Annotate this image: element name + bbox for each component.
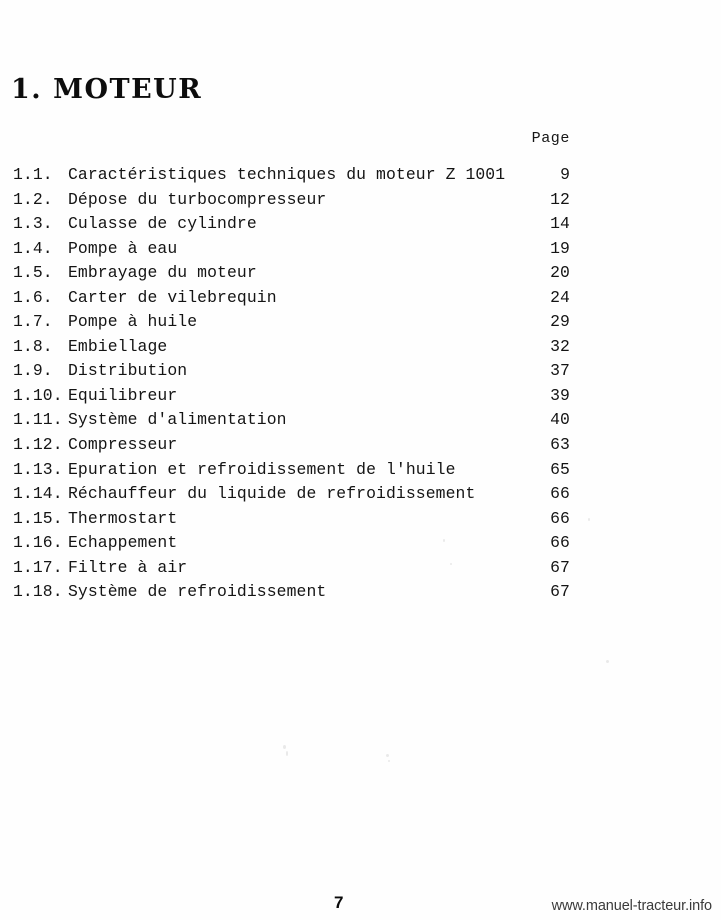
toc-entry-number: 1.11. bbox=[13, 410, 63, 430]
toc-entry-page-number: 29 bbox=[550, 312, 570, 332]
toc-entry[interactable] bbox=[0, 408, 721, 433]
toc-entry-number: 1.10. bbox=[13, 385, 63, 405]
watermark-url: www.manuel-tracteur.info bbox=[551, 898, 712, 914]
scan-speckle bbox=[606, 660, 609, 663]
toc-entry[interactable] bbox=[0, 458, 721, 483]
toc-entry-number: 1.9. bbox=[13, 361, 53, 381]
toc-entry-title: Dépose du turbocompresseur bbox=[68, 189, 327, 209]
toc-entry-number: 1.1. bbox=[13, 165, 53, 184]
scan-speckle bbox=[386, 754, 389, 757]
scan-speckle bbox=[388, 760, 390, 762]
toc-entry-title: Embrayage du moteur bbox=[68, 263, 257, 283]
toc-entry[interactable] bbox=[0, 212, 721, 237]
toc-entry-number: 1.4. bbox=[13, 238, 53, 258]
toc-entry-number: 1.15. bbox=[13, 508, 63, 528]
toc-entry[interactable] bbox=[0, 310, 721, 335]
toc-entry-number: 1.18. bbox=[13, 582, 63, 602]
toc-entry-title: Carter de vilebrequin bbox=[68, 287, 277, 307]
toc-entry-number: 1.13. bbox=[13, 459, 63, 479]
toc-entry-number: 1.14. bbox=[13, 484, 63, 504]
page-title: 1. MOTEUR bbox=[11, 74, 203, 105]
toc-entry-number: 1.5. bbox=[13, 263, 53, 283]
toc-entry-page-number: 39 bbox=[550, 385, 570, 405]
toc-entry[interactable] bbox=[0, 359, 721, 384]
toc-entry-title: Thermostart bbox=[68, 508, 178, 528]
toc-entry-page-number: 32 bbox=[550, 336, 570, 356]
toc-entry-number: 1.12. bbox=[13, 435, 63, 455]
toc-entry-title: Embiellage bbox=[68, 336, 168, 356]
toc-entry-page-number: 9 bbox=[560, 165, 570, 184]
page-column-header: Page bbox=[531, 130, 570, 147]
toc-entry-page-number: 24 bbox=[550, 287, 570, 307]
toc-entry[interactable] bbox=[0, 531, 721, 556]
toc-entry-page-number: 63 bbox=[550, 435, 570, 455]
toc-entry-title: Système de refroidissement bbox=[68, 582, 327, 602]
toc-entry[interactable] bbox=[0, 580, 721, 605]
toc-entry[interactable] bbox=[0, 482, 721, 507]
toc-entry-number: 1.3. bbox=[13, 214, 53, 234]
toc-entry-title: Compresseur bbox=[68, 435, 178, 455]
toc-entry-page-number: 67 bbox=[550, 582, 570, 602]
toc-entry-number: 1.2. bbox=[13, 189, 53, 209]
toc-entry-number: 1.6. bbox=[13, 287, 53, 307]
toc-entry[interactable] bbox=[0, 433, 721, 458]
toc-entry[interactable] bbox=[0, 335, 721, 360]
toc-entry-page-number: 20 bbox=[550, 263, 570, 283]
toc-entry[interactable] bbox=[0, 286, 721, 311]
toc-entry[interactable] bbox=[0, 507, 721, 532]
toc-entry[interactable] bbox=[0, 188, 721, 213]
toc-entry[interactable] bbox=[0, 384, 721, 409]
toc-entry-title: Pompe à huile bbox=[68, 312, 198, 332]
toc-entry-title: Pompe à eau bbox=[68, 238, 178, 258]
toc-entry-page-number: 66 bbox=[550, 533, 570, 553]
scan-speckle bbox=[286, 751, 288, 756]
toc-entry-page-number: 65 bbox=[550, 459, 570, 479]
toc-entry-title: Système d'alimentation bbox=[68, 410, 287, 430]
toc-entry-page-number: 66 bbox=[550, 508, 570, 528]
toc-entry-page-number: 67 bbox=[550, 557, 570, 577]
toc-entry[interactable] bbox=[0, 261, 721, 286]
toc-entry-page-number: 14 bbox=[550, 214, 570, 234]
toc-entry-title: Echappement bbox=[68, 533, 178, 553]
toc-entry-number: 1.16. bbox=[13, 533, 63, 553]
toc-entry-page-number: 37 bbox=[550, 361, 570, 381]
toc-entry[interactable] bbox=[0, 237, 721, 262]
toc-entry-title: Filtre à air bbox=[68, 557, 188, 577]
scan-speckle bbox=[283, 745, 286, 749]
toc-entry-title: Distribution bbox=[68, 361, 188, 381]
toc-entry-number: 1.17. bbox=[13, 557, 63, 577]
toc-entry-number: 1.7. bbox=[13, 312, 53, 332]
toc-entry-title: Caractéristiques techniques du moteur Z 1001 bbox=[68, 165, 506, 184]
toc-entry-page-number: 40 bbox=[550, 410, 570, 430]
table-of-contents bbox=[0, 163, 721, 605]
toc-entry-title: Equilibreur bbox=[68, 385, 178, 405]
footer-page-number: 7 bbox=[334, 893, 344, 912]
toc-entry-title: Epuration et refroidissement de l'huile bbox=[68, 459, 456, 479]
toc-entry[interactable] bbox=[0, 163, 721, 188]
toc-entry-number: 1.8. bbox=[13, 336, 53, 356]
toc-entry-title: Réchauffeur du liquide de refroidissement bbox=[68, 484, 476, 504]
toc-entry-page-number: 12 bbox=[550, 189, 570, 209]
toc-entry-page-number: 66 bbox=[550, 484, 570, 504]
toc-entry-title: Culasse de cylindre bbox=[68, 214, 257, 234]
toc-entry-page-number: 19 bbox=[550, 238, 570, 258]
toc-entry[interactable] bbox=[0, 556, 721, 581]
